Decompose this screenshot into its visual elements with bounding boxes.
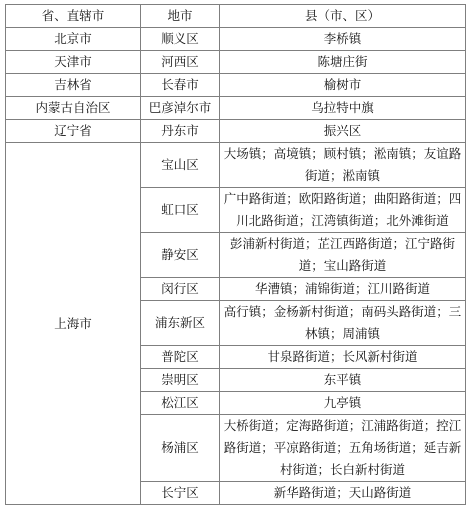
city-cell: 丹东市 bbox=[141, 120, 220, 143]
table-row bbox=[6, 51, 466, 74]
province-cell: 北京市 bbox=[6, 28, 141, 51]
city-cell: 杨浦区 bbox=[141, 415, 220, 482]
header-province: 省、直辖市 bbox=[6, 5, 141, 28]
city-cell: 崇明区 bbox=[141, 369, 220, 392]
province-cell: 内蒙古自治区 bbox=[6, 97, 141, 120]
header-city: 地市 bbox=[141, 5, 220, 28]
county-cell: 大桥街道；定海路街道；江浦路街道；控江路街道；平凉路街道；五角场街道；延吉新村街道；长白新村街道 bbox=[220, 415, 466, 482]
county-cell: 榆树市 bbox=[220, 74, 466, 97]
city-cell: 顺义区 bbox=[141, 28, 220, 51]
county-cell: 新华路街道；天山路街道 bbox=[220, 482, 466, 505]
table-row bbox=[6, 97, 466, 120]
county-cell: 高行镇；金杨新村街道；南码头路街道；三林镇；周浦镇 bbox=[220, 301, 466, 346]
province-cell: 吉林省 bbox=[6, 74, 141, 97]
header-county: 县（市、区） bbox=[220, 5, 466, 28]
province-cell: 天津市 bbox=[6, 51, 141, 74]
city-cell: 长宁区 bbox=[141, 482, 220, 505]
county-cell: 陈塘庄街 bbox=[220, 51, 466, 74]
region-table bbox=[5, 4, 466, 505]
county-cell: 大场镇；高境镇；顾村镇；淞南镇；友谊路街道；淞南镇 bbox=[220, 143, 466, 188]
header-row bbox=[6, 5, 466, 28]
table-row bbox=[6, 143, 466, 188]
city-cell: 静安区 bbox=[141, 233, 220, 278]
city-cell: 浦东新区 bbox=[141, 301, 220, 346]
table-row bbox=[6, 28, 466, 51]
county-cell: 甘泉路街道；长风新村街道 bbox=[220, 346, 466, 369]
county-cell: 振兴区 bbox=[220, 120, 466, 143]
city-cell: 河西区 bbox=[141, 51, 220, 74]
table-row bbox=[6, 74, 466, 97]
city-cell: 宝山区 bbox=[141, 143, 220, 188]
county-cell: 九亭镇 bbox=[220, 392, 466, 415]
county-cell: 华漕镇；浦锦街道；江川路街道 bbox=[220, 278, 466, 301]
city-cell: 闵行区 bbox=[141, 278, 220, 301]
city-cell: 虹口区 bbox=[141, 188, 220, 233]
county-cell: 东平镇 bbox=[220, 369, 466, 392]
province-cell: 辽宁省 bbox=[6, 120, 141, 143]
city-cell: 普陀区 bbox=[141, 346, 220, 369]
table-row bbox=[6, 120, 466, 143]
city-cell: 长春市 bbox=[141, 74, 220, 97]
county-cell: 彭浦新村街道；芷江西路街道；江宁路街道；宝山路街道 bbox=[220, 233, 466, 278]
county-cell: 李桥镇 bbox=[220, 28, 466, 51]
province-cell-shanghai: 上海市 bbox=[6, 143, 141, 505]
county-cell: 广中路街道；欧阳路街道；曲阳路街道；四川北路街道；江湾镇街道；北外滩街道 bbox=[220, 188, 466, 233]
city-cell: 巴彦淖尔市 bbox=[141, 97, 220, 120]
city-cell: 松江区 bbox=[141, 392, 220, 415]
county-cell: 乌拉特中旗 bbox=[220, 97, 466, 120]
